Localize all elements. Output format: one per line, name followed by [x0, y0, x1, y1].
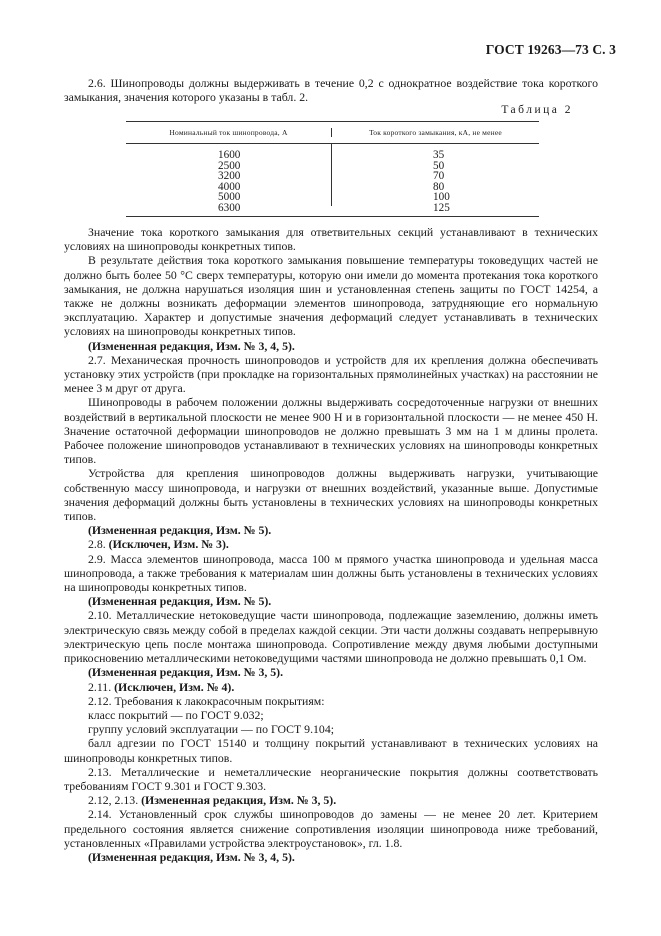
table-cell: 5000	[218, 191, 241, 204]
section-2-6	[64, 76, 598, 104]
edition-note: (Измененная редакция, Изм. № 5).	[88, 523, 272, 538]
clause-number: 2.12, 2.13.	[88, 793, 139, 808]
table-body	[126, 144, 539, 216]
list-item: класс покрытий — по ГОСТ 9.032;	[88, 707, 264, 722]
table-cell: 35	[433, 149, 445, 161]
main-text	[64, 225, 598, 864]
table-column-short-circuit	[332, 144, 539, 216]
table-header-row	[126, 122, 539, 144]
paragraph-2-10: 2.10. Металлические нетоковедущие части шинопровода, подлежащие заземлению, должны иметь электрическую связь между собой в пределах каждой секции. Эти части должны создавать непрерывную электрическую цепь после монтажа шинопровода. Сопротивление между двумя любыми доступными прикосновению металлическими нетоковедущими частями шинопровода не должно превышать 0,1 Ом.	[64, 608, 598, 666]
edition-note: (Измененная редакция, Изм. № 5).	[88, 594, 272, 609]
edition-note: (Измененная редакция, Изм. № 3, 5).	[88, 665, 284, 680]
edition-note: (Измененная редакция, Изм. № 3, 5).	[141, 793, 337, 808]
paragraph-2-9: 2.9. Масса элементов шинопровода, масса 100 м прямого участка шинопровода и удельная масса шинопровода, а также требования к материалам шин должны быть установлены в технических условиях на шинопроводы конкретных типов.	[64, 551, 598, 595]
page-header: ГОСТ 19263—73 С. 3	[485, 42, 616, 57]
table-header-nominal-current: Номинальный ток шинопровода, А	[126, 128, 332, 137]
paragraph: Значение тока короткого замыкания для ответвительных секций устанавливают в технических условиях на шинопроводы конкретных типов.	[64, 225, 598, 254]
paragraph-2-12: 2.12. Требования к лакокрасочным покрытиям:	[88, 693, 325, 708]
paragraph-2-11	[64, 680, 598, 694]
paragraph-2-6: 2.6. Шинопроводы должны выдерживать в течение 0,2 с однократное воздействие тока короткого замыкания, значения которого указаны в табл. 2.	[64, 76, 598, 105]
table-cell: 125	[433, 201, 450, 214]
edition-note: (Исключен, Изм. № 3).	[108, 537, 229, 552]
paragraph: Устройства для крепления шинопроводов должны выдерживать нагрузки, учитывающие собственную массу шинопровода, и нагрузки от внешних воздействий, указанные выше. Допустимые значения деформаций должны быть установлены в технических условиях на шинопроводы конкретных типов.	[64, 466, 598, 524]
table-header-short-circuit-current: Ток короткого замыкания, кА, не менее	[369, 128, 502, 137]
paragraph: Шинопроводы в рабочем положении должны выдерживать сосредоточенные нагрузки от внешних воздействий в вертикальной плоскости не менее 900 Н и в горизонтальной плоскости — не менее 450 Н. Значение остаточной деформации шинопроводов не должно превышать 3 мм на 1 м длины пролета. Рабочее положение шинопроводов устанавливают в технических условиях на шинопроводы конкретных типов.	[64, 395, 598, 467]
paragraph-2-8	[64, 537, 598, 551]
table-cell: 6300	[218, 201, 241, 214]
table-cell: 4000	[218, 180, 241, 193]
edition-note: (Измененная редакция, Изм. № 3, 4, 5).	[88, 849, 295, 864]
table-2	[126, 121, 539, 217]
table-caption: Таблица 2	[501, 104, 573, 116]
paragraph-2-12-2-13	[64, 793, 598, 807]
paragraph-2-7: 2.7. Механическая прочность шинопроводов и устройств для их крепления должна обеспечивать установку этих устройств (при прокладке на горизонтальных прямолинейных участках) на расстоянии не менее 3 м друг от друга.	[64, 352, 598, 396]
clause-number: 2.8.	[88, 537, 106, 552]
list-item: балл адгезии по ГОСТ 15140 и толщину покрытий устанавливают в технических условиях на шинопроводы конкретных типов.	[64, 736, 598, 765]
table-cell: 1600	[218, 149, 241, 161]
paragraph-2-13: 2.13. Металлические и неметаллические неорганические покрытия должны соответствовать требованиям ГОСТ 9.301 и ГОСТ 9.303.	[64, 764, 598, 793]
table-cell: 100	[433, 191, 450, 204]
table-cell: 80	[433, 180, 445, 193]
table-cell: 2500	[218, 159, 241, 172]
paragraph-2-14: 2.14. Установленный срок службы шинопроводов до замены — не менее 20 лет. Критерием предельного состояния является снижение сопротивления изоляции шинопровода ниже требований, установленных «Правилами устройства электроустановок», гл. 1.8.	[64, 807, 598, 850]
edition-note: (Измененная редакция, Изм. № 3, 4, 5).	[88, 338, 295, 353]
paragraph: В результате действия тока короткого замыкания повышение температуры токоведущих частей не должно быть более 50 °С сверх температуры, которую они имели до момента протекания тока короткого замыкания, не должна нарушаться изоляция шин и установленная степень защиты по ГОСТ 14254, а также не должны возникать деформации элементов шинопровода, затрудняющие его нормальную эксплуатацию. Характер и допустимые значения деформаций следует устанавливать в технических условиях на шинопроводы конкретных типов.	[64, 253, 598, 339]
table-cell: 3200	[218, 170, 241, 183]
table-cell: 50	[433, 159, 445, 172]
table-cell: 70	[433, 170, 445, 183]
table-column-nominal-current	[126, 144, 332, 214]
list-item: группу условий эксплуатации — по ГОСТ 9.104;	[88, 722, 334, 737]
clause-number: 2.11.	[88, 679, 112, 694]
edition-note: (Исключен, Изм. № 4).	[114, 679, 235, 694]
